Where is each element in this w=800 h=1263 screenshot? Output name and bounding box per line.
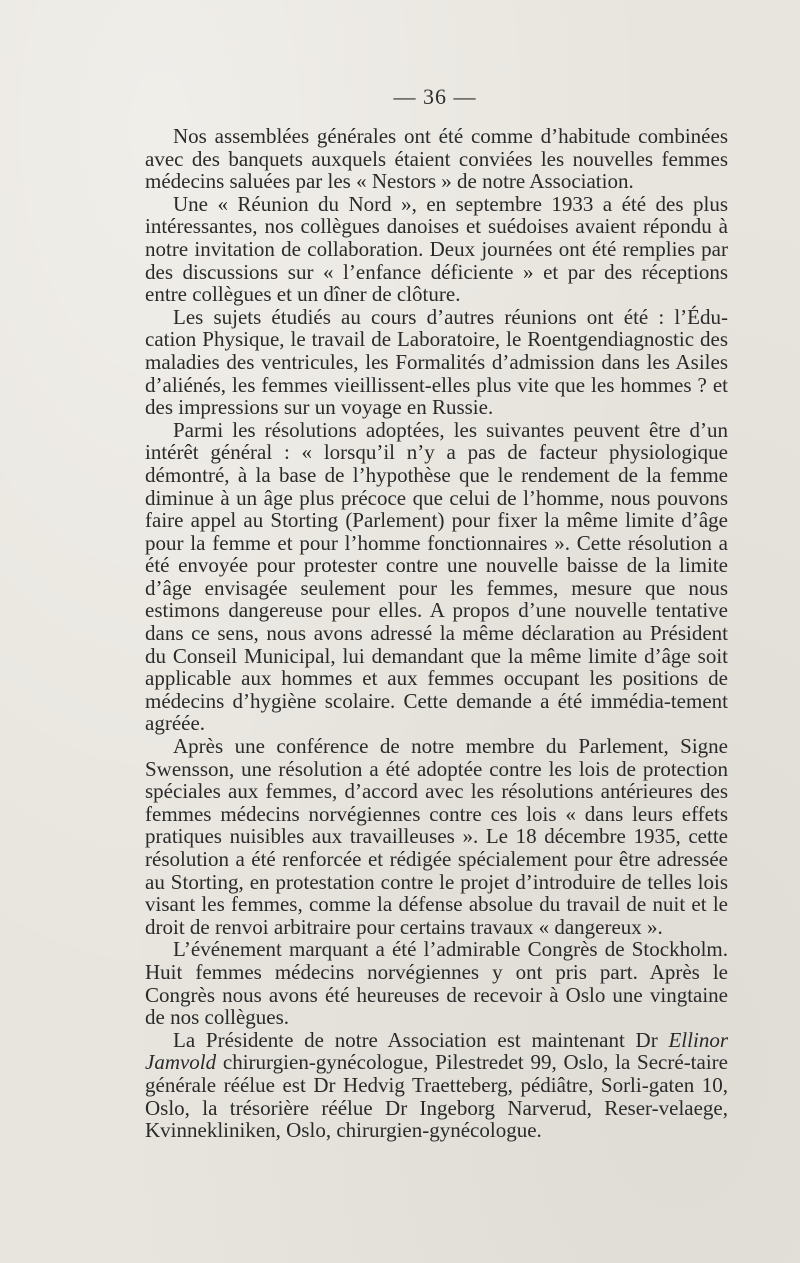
paragraph-protection-laws: Après une conférence de notre membre du Parlement, Signe Swensson, une résolution a été adoptée contre les lois de protection spéciales aux femmes, d’accord avec les résolutions antérieures des femmes médecins norvégiennes contre ces lois « dans leurs effets pratiques nuisibles aux travailleuses ». Le 18 décembre 1935, cette résolution a été renforcée et rédigée spécialement pour être adressée au Storting, en protestation contre le projet d’introduire de telles lois visant les femmes, comme la défense absolue du travail de nuit et le droit de renvoi arbitraire pour certains travaux « dangereux ».: [145, 734, 728, 939]
president-name: Ellinor Jamvold: [145, 1027, 728, 1075]
paragraph-officers: [145, 1029, 728, 1142]
page-number: — 36 —: [393, 84, 477, 109]
paragraph-topics: Les sujets étudiés au cours d’autres réunions ont été : l’Édu-cation Physique, le travail de Laboratoire, le Roentgendiagnostic des maladies des ventricules, les Formalités d’admission dans les Asiles d’aliénés, les femmes vieillissent-elles plus vite que les hommes ? et des impressions sur un voyage en Russie.: [145, 304, 728, 420]
body-text: [145, 125, 728, 1142]
paragraph-nordic-meeting: Une « Réunion du Nord », en septembre 1933 a été des plus intéressantes, nos collègues danoises et suédoises avaient répondu à notre invitation de collaboration. Deux journées ont été remplies par des discussions sur « l’enfance déficiente » et par des réceptions entre collègues et un dîner de clôture.: [145, 191, 728, 307]
paragraph-resolutions: Parmi les résolutions adoptées, les suivantes peuvent être d’un intérêt général : « lorsqu’il n’y a pas de facteur physiologique démontré, à la base de l’hypothèse que le rendement de la femme diminue à un âge plus précoce que celui de l’homme, nous pouvons faire appel au Storting (Parlement) pour fixer la même limite d’âge pour la femme et pour l’homme fonctionnaires ». Cette résolution a été envoyée pour protester contre une nouvelle baisse de la limite d’âge envisagée seulement pour les femmes, mesure que nous estimons dangereuse pour elles. A propos d’une nouvelle tentative dans ce sens, nous avons adressé la même déclaration au Président du Conseil Municipal, lui demandant que la même limite d’âge soit applicable aux hommes et aux femmes occupant les positions de médecins d’hygiène scolaire. Cette demande a été immédia-tement agréée.: [145, 417, 728, 736]
officers-text-start: La Présidente de notre Association est maintenant Dr: [173, 1027, 669, 1052]
paragraph-stockholm-congress: L’événement marquant a été l’admirable Congrès de Stockholm. Huit femmes médecins norvégiennes y ont pris part. Après le Congrès nous avons été heureuses de recevoir à Oslo une vingtaine de nos collègues.: [145, 937, 728, 1030]
officers-text-end: chirurgien-gynécologue, Pilestredet 99, Oslo, la Secré-taire générale réélue est Dr Hedvig Traetteberg, pédiâtre, Sorli-gaten 10, Oslo, la trésorière réélue Dr Ingeborg Narverud, Reser-velaege, Kvinnekliniken, Oslo, chirurgien-gynécologue.: [145, 1050, 728, 1143]
paragraph-assemblies: Nos assemblées générales ont été comme d’habitude combinées avec des banquets auxquels étaient conviées les nouvelles femmes médecins saluées par les « Nestors » de notre Association.: [145, 124, 728, 194]
